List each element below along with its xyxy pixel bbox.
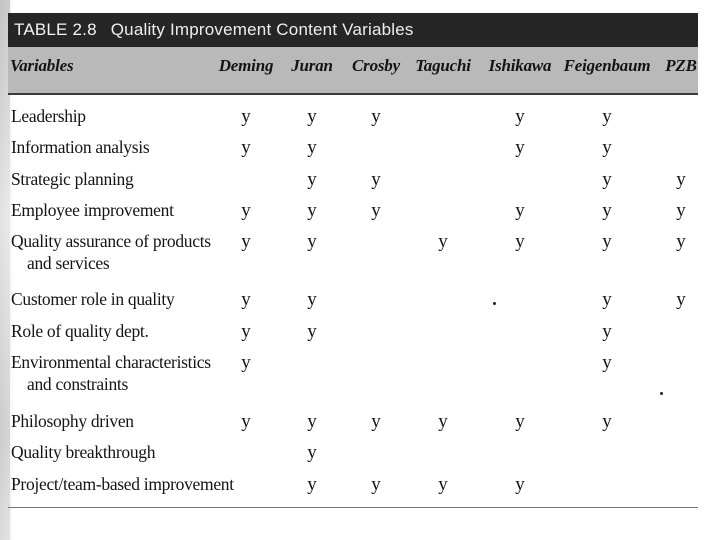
- column-header-crosby: Crosby: [352, 56, 400, 75]
- cell-mark-deming: y: [241, 352, 251, 373]
- cell-mark-ishikawa: y: [515, 474, 525, 495]
- scan-speck: [493, 302, 496, 305]
- row-label-text: Environmental characteristics: [11, 352, 211, 372]
- cell-mark-juran: y: [307, 169, 317, 190]
- cell-mark-deming: y: [241, 289, 251, 310]
- row-label: [11, 288, 174, 310]
- cell-mark-deming: y: [241, 231, 251, 252]
- column-header-ishikawa: Ishikawa: [488, 56, 552, 75]
- cell-mark-feigenbaum: y: [602, 411, 612, 432]
- cell-mark-pzb: y: [676, 289, 686, 310]
- cell-mark-crosby: y: [371, 411, 381, 432]
- row-label: [11, 168, 133, 190]
- cell-mark-taguchi: y: [438, 411, 448, 432]
- cell-mark-juran: y: [307, 474, 317, 495]
- cell-mark-deming: y: [241, 321, 251, 342]
- cell-mark-crosby: y: [371, 474, 381, 495]
- cell-mark-juran: y: [307, 321, 317, 342]
- cell-mark-ishikawa: y: [515, 231, 525, 252]
- column-header-juran: Juran: [291, 56, 333, 75]
- cell-mark-juran: y: [307, 289, 317, 310]
- cell-mark-pzb: y: [676, 169, 686, 190]
- row-label: [11, 351, 211, 395]
- cell-mark-feigenbaum: y: [602, 137, 612, 158]
- cell-mark-juran: y: [307, 231, 317, 252]
- row-label-text: Quality breakthrough: [11, 442, 156, 462]
- cell-mark-deming: y: [241, 411, 251, 432]
- row-label: [11, 230, 211, 274]
- cell-mark-juran: y: [307, 411, 317, 432]
- cell-mark-deming: y: [241, 137, 251, 158]
- cell-mark-juran: y: [307, 137, 317, 158]
- cell-mark-feigenbaum: y: [602, 289, 612, 310]
- cell-mark-pzb: y: [676, 231, 686, 252]
- table-title: Quality Improvement Content Variables: [110, 20, 414, 39]
- cell-mark-ishikawa: y: [515, 137, 525, 158]
- row-label-text: Quality assurance of products: [11, 231, 211, 251]
- cell-mark-pzb: y: [676, 200, 686, 221]
- table-bottom-rule: [8, 507, 698, 508]
- column-header-pzb: PZB: [665, 56, 697, 75]
- cell-mark-ishikawa: y: [515, 200, 525, 221]
- row-label-text: Employee improvement: [11, 200, 174, 220]
- cell-mark-feigenbaum: y: [602, 231, 612, 252]
- table-number: TABLE 2.8: [14, 20, 97, 39]
- row-label-text: Information analysis: [11, 137, 150, 157]
- cell-mark-juran: y: [307, 106, 317, 127]
- row-label: [11, 410, 134, 432]
- row-label-text: Leadership: [11, 106, 86, 126]
- row-label-continuation: and services: [27, 253, 110, 273]
- cell-mark-feigenbaum: y: [602, 321, 612, 342]
- row-label: [11, 473, 234, 495]
- cell-mark-feigenbaum: y: [602, 352, 612, 373]
- column-header-variables: Variables: [10, 56, 74, 75]
- scan-speck: [660, 392, 663, 395]
- row-label-text: Project/team-based improvement: [11, 474, 234, 494]
- row-label-text: Strategic planning: [11, 169, 134, 189]
- column-header-feigenbaum: Feigenbaum: [563, 56, 651, 75]
- cell-mark-feigenbaum: y: [602, 106, 612, 127]
- row-label-text: Philosophy driven: [11, 411, 134, 431]
- row-label: [11, 136, 149, 158]
- row-label: [11, 441, 155, 463]
- header-rule: [8, 93, 698, 95]
- cell-mark-deming: y: [241, 200, 251, 221]
- row-label-text: Customer role in quality: [11, 289, 175, 309]
- cell-mark-juran: y: [307, 442, 317, 463]
- row-label: [11, 320, 149, 342]
- table-title-bar: [8, 13, 698, 47]
- row-label-text: Role of quality dept.: [11, 321, 149, 341]
- cell-mark-juran: y: [307, 200, 317, 221]
- cell-mark-feigenbaum: y: [602, 200, 612, 221]
- column-header-deming: Deming: [218, 56, 274, 75]
- cell-mark-crosby: y: [371, 200, 381, 221]
- cell-mark-deming: y: [241, 106, 251, 127]
- cell-mark-crosby: y: [371, 106, 381, 127]
- row-label: [11, 199, 174, 221]
- row-label-continuation: and constraints: [27, 374, 128, 394]
- cell-mark-feigenbaum: y: [602, 169, 612, 190]
- column-header-taguchi: Taguchi: [415, 56, 471, 75]
- cell-mark-ishikawa: y: [515, 411, 525, 432]
- cell-mark-taguchi: y: [438, 474, 448, 495]
- cell-mark-crosby: y: [371, 169, 381, 190]
- cell-mark-taguchi: y: [438, 231, 448, 252]
- cell-mark-ishikawa: y: [515, 106, 525, 127]
- row-label: [11, 105, 86, 127]
